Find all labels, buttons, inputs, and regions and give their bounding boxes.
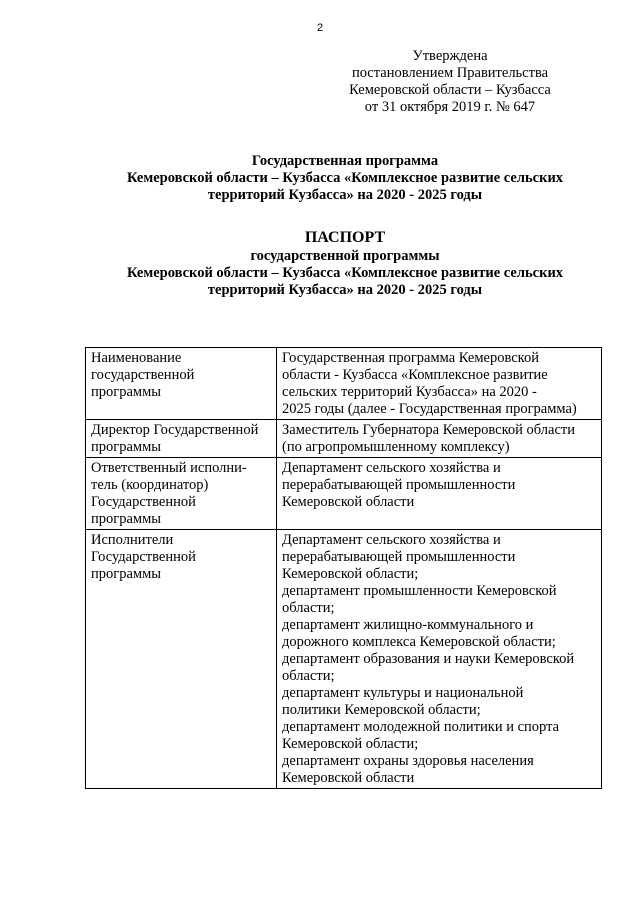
- label-line: тель (координатор): [91, 477, 209, 493]
- value-line: департамент жилищно-коммунального и: [282, 617, 534, 633]
- label-line: программы: [91, 511, 161, 527]
- approval-line: от 31 октября 2019 г. № 647: [364, 99, 536, 115]
- program-title-line: территорий Кузбасса» на 2020 - 2025 годы: [207, 187, 483, 203]
- value-line: департамент молодежной политики и спорта: [282, 719, 560, 735]
- table-cell-label: [86, 530, 277, 789]
- value-line: департамент охраны здоровья населения: [282, 753, 534, 769]
- value-line: Департамент сельского хозяйства и: [282, 532, 501, 548]
- table-cell-value: [277, 420, 602, 458]
- table-cell-label: [86, 458, 277, 530]
- label-line: государственной: [91, 367, 195, 383]
- value-line: Государственная программа Кемеровской: [282, 350, 539, 366]
- value-line: департамент образования и науки Кемеровской: [282, 651, 575, 667]
- approval-line: Кемеровской области – Кузбасса: [349, 82, 551, 98]
- value-line: перерабатывающей промышленности: [282, 549, 516, 565]
- label-line: Ответственный исполни-: [91, 460, 247, 476]
- label-line: Наименование: [91, 350, 182, 366]
- table-row: [86, 420, 602, 458]
- program-title-line: Государственная программа: [251, 153, 439, 169]
- value-line: сельских территорий Кузбасса» на 2020 -: [282, 384, 537, 400]
- value-line: дорожного комплекса Кемеровской области;: [282, 634, 556, 650]
- value-line: департамент культуры и национальной: [282, 685, 524, 701]
- passport-title-line: территорий Кузбасса» на 2020 - 2025 годы: [207, 282, 483, 298]
- table-cell-label: [86, 348, 277, 420]
- page-number: 2: [316, 22, 324, 34]
- label-line: программы: [91, 566, 161, 582]
- table-cell-label: [86, 420, 277, 458]
- value-line: области;: [282, 600, 335, 616]
- label-line: Государственной: [91, 549, 196, 565]
- passport-table-body: [86, 348, 602, 789]
- table-row: [86, 458, 602, 530]
- value-line: Кемеровской области: [282, 770, 415, 786]
- program-title: [90, 153, 600, 204]
- label-line: программы: [91, 384, 161, 400]
- table-row: [86, 348, 602, 420]
- value-line: Кемеровской области: [282, 494, 415, 510]
- passport-title: [90, 228, 600, 299]
- label-line: Государственной: [91, 494, 196, 510]
- value-line: 2025 годы (далее - Государственная программа): [282, 401, 577, 417]
- approval-line: Утверждена: [412, 48, 488, 64]
- passport-title-line: Кемеровской области – Кузбасса «Комплексное развитие сельских: [126, 265, 564, 281]
- label-line: Исполнители: [91, 532, 174, 548]
- table-row: [86, 530, 602, 789]
- passport-table: [85, 347, 602, 789]
- value-line: департамент промышленности Кемеровской: [282, 583, 557, 599]
- approval-stamp: [330, 48, 570, 116]
- value-line: Кемеровской области;: [282, 736, 419, 752]
- value-line: Департамент сельского хозяйства и: [282, 460, 501, 476]
- value-line: Заместитель Губернатора Кемеровской области: [282, 422, 576, 438]
- approval-line: постановлением Правительства: [351, 65, 549, 81]
- value-line: Кемеровской области;: [282, 566, 419, 582]
- table-cell-value: [277, 530, 602, 789]
- value-line: области;: [282, 668, 335, 684]
- program-title-line: Кемеровской области – Кузбасса «Комплексное развитие сельских: [126, 170, 564, 186]
- passport-heading: ПАСПОРТ: [304, 229, 386, 246]
- value-line: (по агропромышленному комплексу): [282, 439, 510, 455]
- table-cell-value: [277, 348, 602, 420]
- label-line: программы: [91, 439, 161, 455]
- label-line: Директор Государственной: [91, 422, 259, 438]
- value-line: области - Кузбасса «Комплексное развитие: [282, 367, 548, 383]
- value-line: политики Кемеровской области;: [282, 702, 481, 718]
- table-cell-value: [277, 458, 602, 530]
- passport-title-line: государственной программы: [250, 248, 440, 264]
- value-line: перерабатывающей промышленности: [282, 477, 516, 493]
